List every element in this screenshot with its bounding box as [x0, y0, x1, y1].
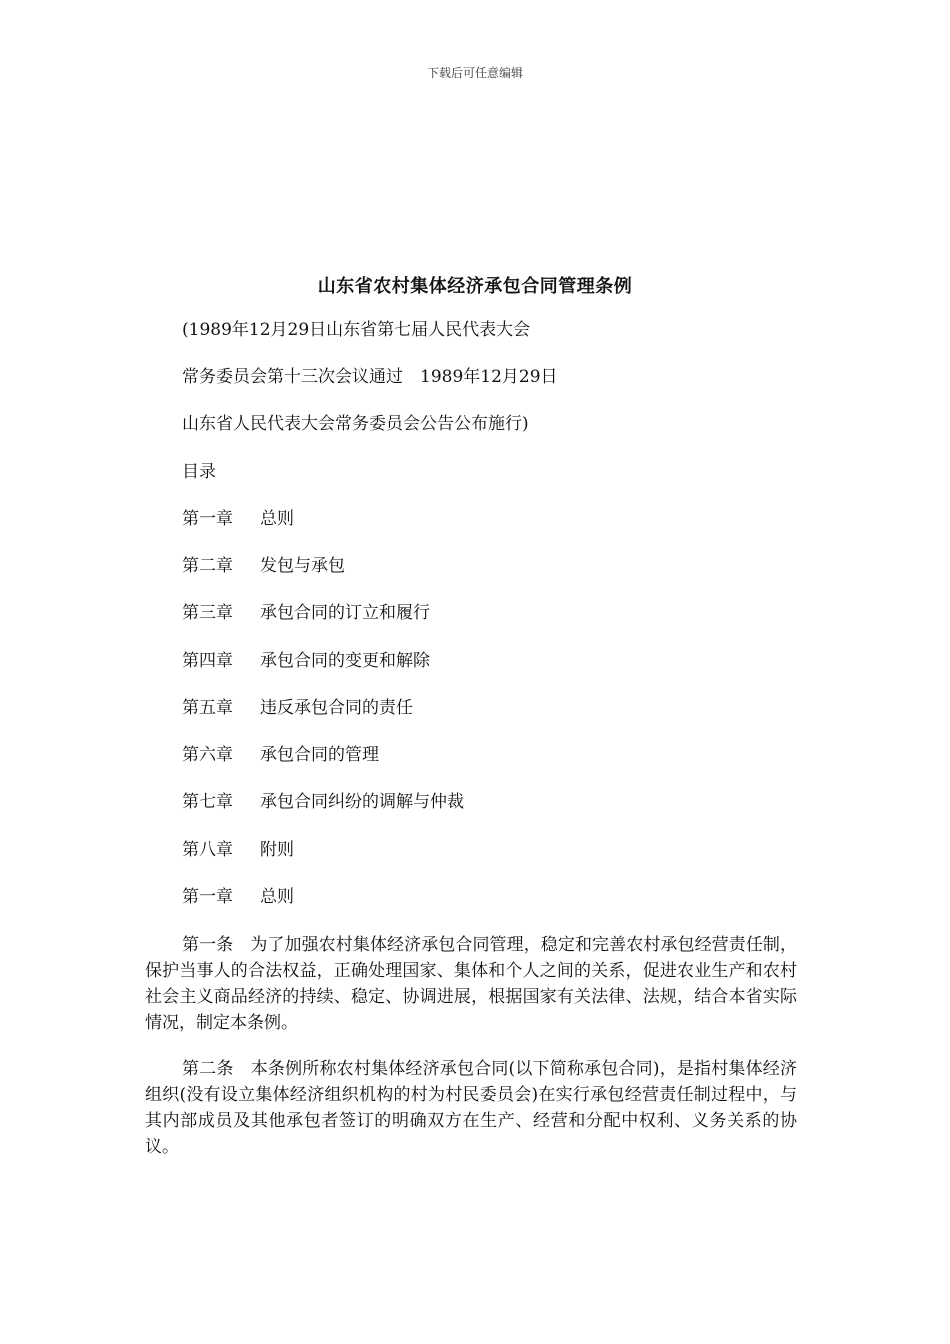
toc-chapter: 第一章 [182, 509, 233, 529]
article-paragraph: 第二条 本条例所称农村集体经济承包合同(以下简称承包合同)，是指村集体经济组织(没有设立集体经济组织机构的村为村民委员会)在实行承包经营责任制过程中，与其内部成员及其他承包者签订的明确双方在生产、经营和分配中权利、义务关系的协议。 [145, 1059, 797, 1157]
toc-label: 目录 [182, 462, 216, 482]
toc-item [182, 650, 430, 672]
toc-title: 总则 [260, 509, 294, 529]
toc-chapter: 第二章 [182, 556, 233, 576]
toc-item [182, 697, 413, 719]
toc-title: 承包合同的变更和解除 [260, 651, 430, 671]
toc-item [182, 602, 430, 624]
toc-title: 违反承包合同的责任 [260, 698, 413, 718]
toc-chapter: 第五章 [182, 698, 233, 718]
intro-line-3: 山东省人民代表大会常务委员会公告公布施行) [182, 414, 529, 434]
toc-item [182, 791, 464, 813]
section-heading [182, 886, 294, 908]
toc-title: 承包合同的订立和履行 [260, 603, 430, 623]
document-title: 山东省农村集体经济承包合同管理条例 [317, 276, 633, 297]
section-chapter: 第一章 [182, 887, 233, 907]
toc-chapter: 第六章 [182, 745, 233, 765]
article-paragraph: 第一条 为了加强农村集体经济承包合同管理，稳定和完善农村承包经营责任制，保护当事人的合法权益，正确处理国家、集体和个人之间的关系，促进农业生产和农村社会主义商品经济的持续、稳定、协调进展，根据国家有关法律、法规，结合本省实际情况，制定本条例。 [145, 935, 797, 1033]
toc-item [182, 555, 345, 577]
section-title: 总则 [260, 887, 294, 907]
toc-item [182, 839, 294, 861]
header-note: 下载后可任意编辑 [426, 66, 523, 80]
toc-item [182, 744, 379, 766]
toc-chapter: 第四章 [182, 651, 233, 671]
toc-title: 附则 [260, 840, 294, 860]
toc-title: 承包合同纠纷的调解与仲裁 [260, 792, 464, 812]
toc-title: 承包合同的管理 [260, 745, 379, 765]
toc-chapter: 第七章 [182, 792, 233, 812]
intro-line-1: (1989年12月29日山东省第七届人民代表大会 [182, 320, 531, 340]
toc-item [182, 508, 294, 530]
toc-chapter: 第八章 [182, 840, 233, 860]
toc-chapter: 第三章 [182, 603, 233, 623]
intro-line-2: 常务委员会第十三次会议通过 1989年12月29日 [182, 367, 558, 387]
toc-title: 发包与承包 [260, 556, 345, 576]
